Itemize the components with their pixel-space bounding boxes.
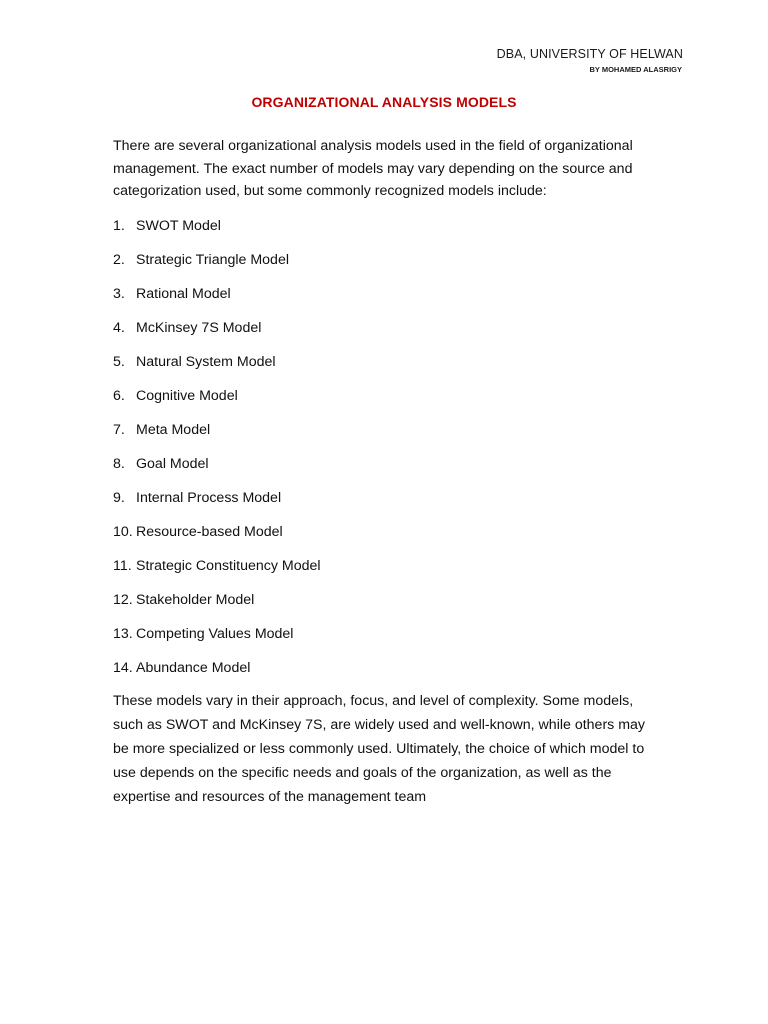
list-item: [113, 215, 321, 249]
list-item-label: Stakeholder Model: [136, 592, 255, 608]
list-item: [113, 555, 321, 589]
list-item-number: 12.: [113, 592, 133, 608]
list-item-number: 14.: [113, 660, 133, 676]
list-item-label: Cognitive Model: [136, 388, 238, 404]
list-item-label: SWOT Model: [136, 218, 221, 234]
list-item: [113, 623, 321, 657]
conclusion-paragraph: [113, 689, 683, 809]
list-item-label: Natural System Model: [136, 354, 276, 370]
list-item-number: 7.: [113, 422, 125, 438]
intro-paragraph: [113, 135, 673, 203]
conclusion-line: use depends on the specific needs and goals of the organization, as well as the: [113, 765, 612, 781]
list-item-label: Internal Process Model: [136, 490, 282, 506]
intro-line: management. The exact number of models may vary depending on the source and: [113, 160, 633, 177]
intro-line: categorization used, but some commonly recognized models include:: [113, 183, 547, 199]
conclusion-line: such as SWOT and McKinsey 7S, are widely used and well-known, while others may: [113, 717, 646, 733]
list-item-label: Strategic Constituency Model: [136, 558, 321, 574]
list-item: [113, 453, 321, 487]
list-item-label: Strategic Triangle Model: [136, 252, 289, 268]
list-item-number: 1.: [113, 218, 125, 234]
list-item-label: Meta Model: [136, 422, 211, 438]
list-item-number: 6.: [113, 388, 125, 404]
models-list: [113, 215, 321, 691]
list-item: [113, 419, 321, 453]
list-item: [113, 385, 321, 419]
list-item: [113, 589, 321, 623]
intro-line: There are several organizational analysis models used in the field of organizational: [113, 138, 633, 154]
conclusion-line: be more specialized or less commonly used. Ultimately, the choice of which model to: [113, 741, 645, 757]
list-item-number: 5.: [113, 354, 125, 370]
list-item-number: 2.: [113, 252, 125, 268]
list-item-number: 3.: [113, 286, 125, 302]
conclusion-line: These models vary in their approach, focus, and level of complexity. Some models,: [113, 693, 634, 709]
header-author: BY MOHAMED ALASRIGY: [589, 65, 682, 74]
list-item-label: Rational Model: [136, 286, 231, 302]
list-item-label: Goal Model: [136, 456, 209, 472]
list-item-number: 8.: [113, 456, 125, 472]
list-item-number: 9.: [113, 490, 125, 506]
list-item-label: McKinsey 7S Model: [136, 320, 262, 336]
list-item: [113, 487, 321, 521]
list-item: [113, 249, 321, 283]
list-item: [113, 283, 321, 317]
header-university: DBA, UNIVERSITY OF HELWAN: [496, 47, 683, 61]
conclusion-line: expertise and resources of the management team: [113, 789, 427, 805]
list-item-number: 11.: [113, 558, 132, 574]
list-item-label: Resource-based Model: [136, 524, 283, 540]
list-item-number: 4.: [113, 320, 125, 336]
list-item: [113, 657, 321, 691]
list-item-label: Competing Values Model: [136, 626, 294, 642]
page-title: ORGANIZATIONAL ANALYSIS MODELS: [251, 94, 517, 110]
list-item: [113, 317, 321, 351]
list-item-label: Abundance Model: [136, 660, 251, 676]
list-item: [113, 521, 321, 555]
list-item-number: 13.: [113, 626, 133, 642]
list-item: [113, 351, 321, 385]
list-item-number: 10.: [113, 524, 133, 540]
